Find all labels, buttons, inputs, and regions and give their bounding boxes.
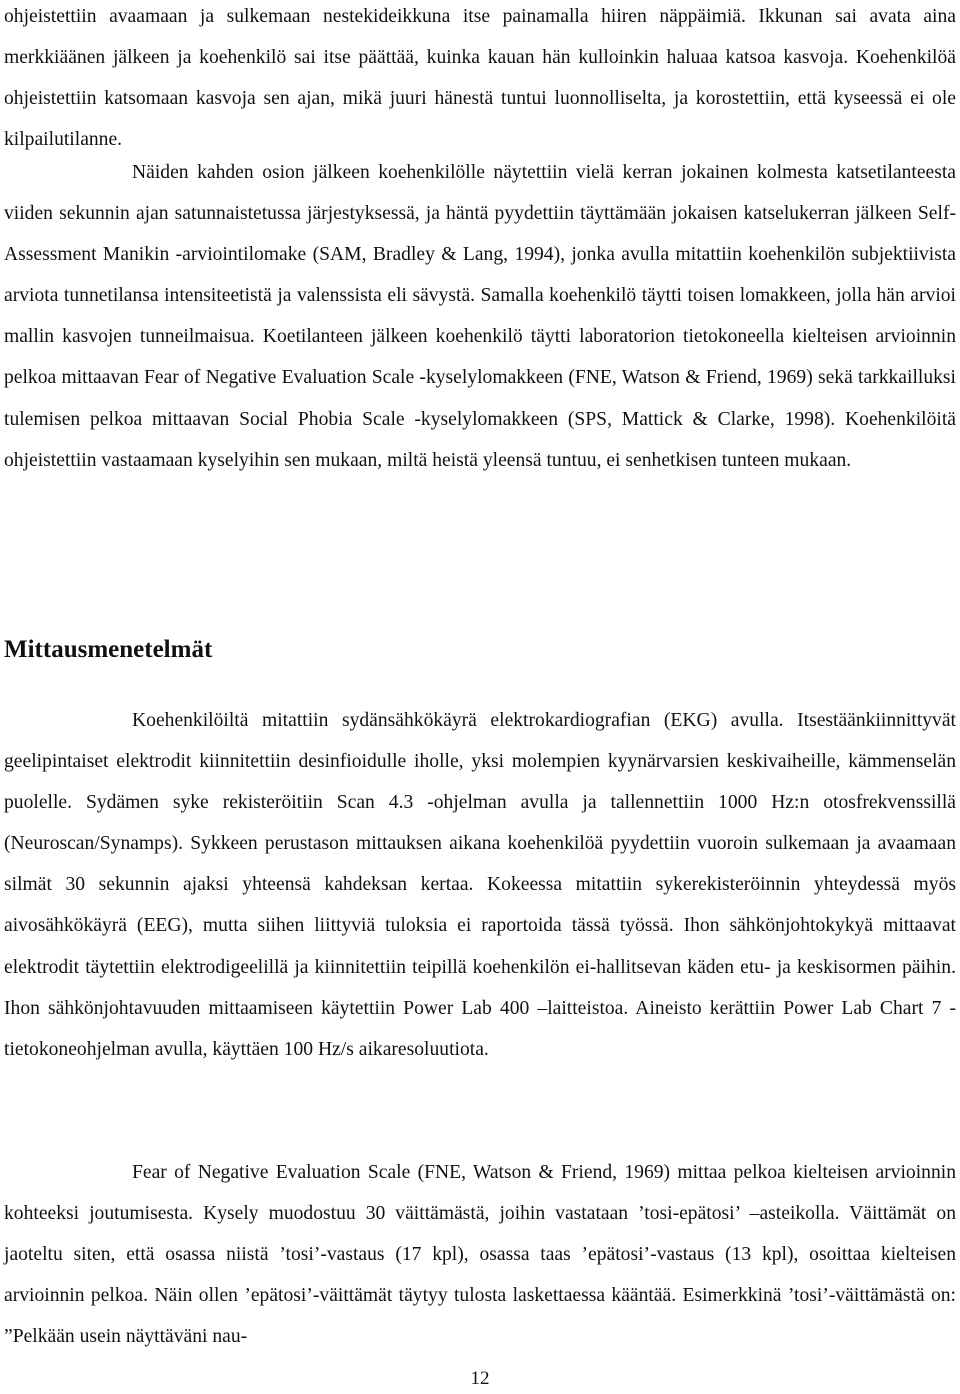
section-heading: Mittausmenetelmät	[4, 636, 213, 663]
body-paragraph-4: Fear of Negative Evaluation Scale (FNE, Watson & Friend, 1969) mittaa pelkoa kielteisen arvioinnin kohteeksi joutumisesta. Kysely muodostuu 30 väittämästä, joihin vastataan ’tosi-epätosi’ –asteikolla. Väittämät on jaoteltu siten, että osassa niistä ’tosi’-vastaus (17 kpl), osassa taas ’epätosi’-vastaus (13 kpl), osoittaa kielteisen arvioinnin pelkoa. Näin ollen ’epätosi’-väittämät täytyy tulosta laskettaessa kääntää. Esimerkkinä ’tosi’-väittämästä on: ”Pelkään usein näyttäväni nau-	[4, 1162, 956, 1348]
body-paragraph-2: Näiden kahden osion jälkeen koehenkilölle näytettiin vielä kerran jokainen kolmesta katsetilanteesta viiden sekunnin ajan satunnaistetussa järjestyksessä, ja häntä pyydettiin täyttämään jokaisen katselukerran jälkeen Self-Assessment Manikin -arviointilomake (SAM, Bradley & Lang, 1994), jonka avulla mitattiin koehenkilön subjektiivista arviota tunnetilansa intensiteetistä ja valenssista eli sävystä. Samalla koehenkilö täytti toisen lomakkeen, jolla hän arvioi mallin kasvojen tunneilmaisua. Koetilanteen jälkeen koehenkilö täytti laboratorion tietokoneella kielteisen arvioinnin pelkoa mittaavan Fear of Negative Evaluation Scale -kyselylomakkeen (FNE, Watson & Friend, 1969) sekä tarkkailluksi tulemisen pelkoa mittaavan Social Phobia Scale -kyselylomakkeen (SPS, Mattick & Clarke, 1998). Koehenkilöitä ohjeistettiin vastaamaan kyselyihin sen mukaan, miltä heistä yleensä tuntuu, ei senhetkisen tunteen mukaan.	[4, 162, 956, 471]
page-number: 12	[470, 1368, 490, 1389]
body-paragraph-3: Koehenkilöiltä mitattiin sydänsähkökäyrä elektrokardiografian (EKG) avulla. Itsestäänkiinnittyvät geelipintaiset elektrodit kiinnitettiin desinfioidulle iholle, yksi molempien kyynärvarsien keskivaiheille, kämmenselän puolelle. Sydämen syke rekisteröitiin Scan 4.3 -ohjelman avulla ja tallennettiin 1000 Hz:n otosfrekvenssillä (Neuroscan/Synamps). Sykkeen perustason mittauksen aikana koehenkilöä pyydettiin vuoroin sulkemaan ja avaamaan silmät 30 sekunnin ajaksi yhteensä kahdeksan kertaa. Kokeessa mitattiin sykerekisteröinnin yhteydessä myös aivosähkökäyrä (EEG), mutta siihen liittyviä tuloksia ei raportoida tässä työssä. Ihon sähkönjohtokykyä mittaavat elektrodit täytettiin elektrodigeelillä ja kiinnitettiin teipillä koehenkilön ei-hallitsevan käden etu- ja keskisormen päihin. Ihon sähkönjohtavuuden mittaamiseen käytettiin Power Lab 400 –laitteistoa. Aineisto kerättiin Power Lab Chart 7 -tietokoneohjelman avulla, käyttäen 100 Hz/s aikaresoluutiota.	[4, 710, 956, 1060]
body-paragraph-1: ohjeistettiin avaamaan ja sulkemaan nestekideikkuna itse painamalla hiiren näppäimiä. Ikkunan sai avata aina merkkiäänen jälkeen ja koehenkilö sai itse päättää, kuinka kauan hän kulloinkin haluaa katsoa kasvoja. Koehenkilöä ohjeistettiin katsomaan kasvoja sen ajan, mikä juuri hänestä tuntui luonnolliselta, ja korostettiin, että kyseessä ei ole kilpailutilanne.	[4, 6, 956, 151]
